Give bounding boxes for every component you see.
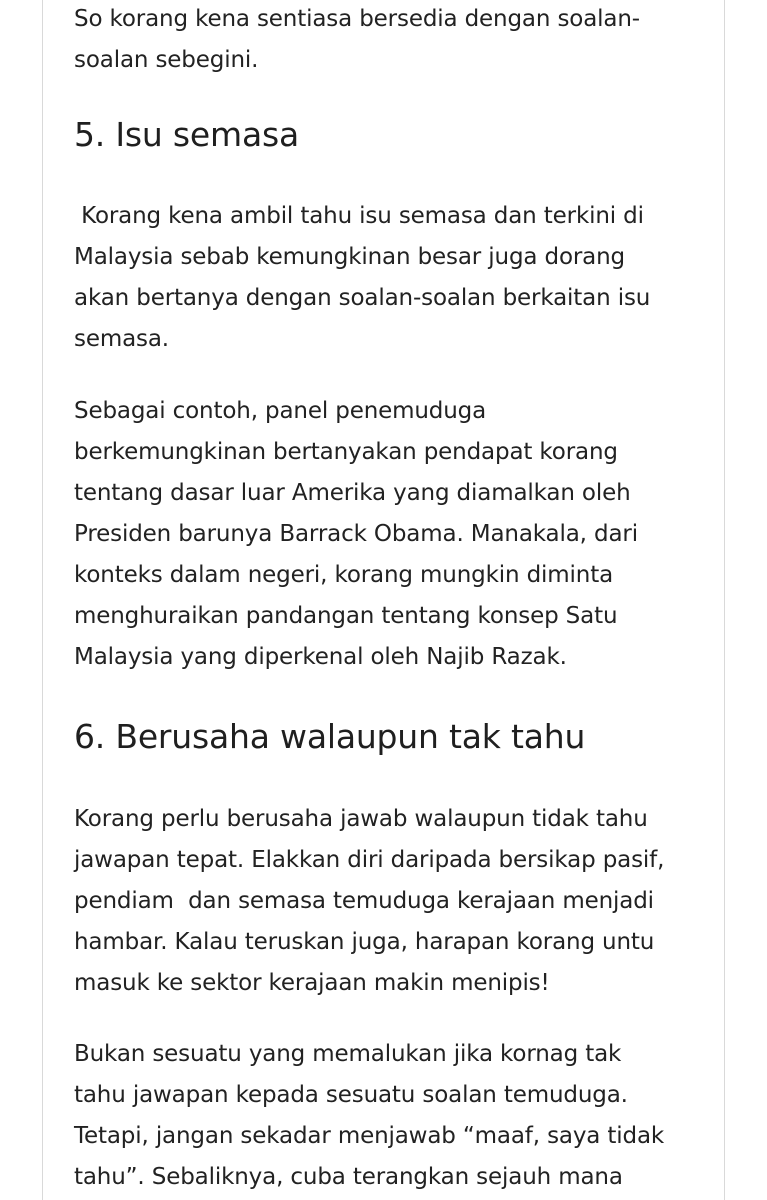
text-line: pendiam dan semasa temuduga kerajaan menjadi [74,888,654,914]
section-6-paragraph-2 [74,1034,664,1198]
text-line: Tetapi, jangan sekadar menjawab “maaf, saya tidak [74,1123,665,1149]
text-line: Presiden barunya Barrack Obama. Manakala, dari [74,521,638,547]
section-5-paragraph-1 [74,196,650,360]
text-line: jawapan tepat. Elakkan diri daripada bersikap pasif, [74,847,665,873]
intro-paragraph [74,0,640,81]
text-line: konteks dalam negeri, korang mungkin diminta [74,562,614,588]
text-line: tahu”. Sebaliknya, cuba terangkan sejauh mana [74,1164,623,1190]
text-line: berkemungkinan bertanyakan pendapat korang [74,439,618,465]
section-5-heading: 5. Isu semasa [74,115,299,154]
section-6-heading: 6. Berusaha walaupun tak tahu [74,717,586,756]
text-line: Malaysia sebab kemungkinan besar juga dorang [74,244,625,270]
text-line: tahu jawapan kepada sesuatu soalan temuduga. [74,1082,628,1108]
text-line: hambar. Kalau teruskan juga, harapan korang untu [74,929,655,955]
text-line: masuk ke sektor kerajaan makin menipis! [74,970,550,996]
section-5-paragraph-2 [74,391,638,678]
text-line: Korang kena ambil tahu isu semasa dan terkini di [74,203,644,229]
text-line: soalan sebegini. [74,47,259,73]
text-line: menghuraikan pandangan tentang konsep Satu [74,603,618,629]
text-line: Korang perlu berusaha jawab walaupun tidak tahu [74,806,648,832]
text-line: So korang kena sentiasa bersedia dengan soalan- [74,6,640,32]
section-6-paragraph-1 [74,799,664,1004]
text-line: semasa. [74,326,169,352]
text-line: akan bertanya dengan soalan-soalan berkaitan isu [74,285,651,311]
text-line: Bukan sesuatu yang memalukan jika kornag tak [74,1041,622,1067]
text-line: Malaysia yang diperkenal oleh Najib Razak. [74,644,567,670]
text-line: tentang dasar luar Amerika yang diamalkan oleh [74,480,631,506]
text-line: Sebagai contoh, panel penemuduga [74,398,487,424]
